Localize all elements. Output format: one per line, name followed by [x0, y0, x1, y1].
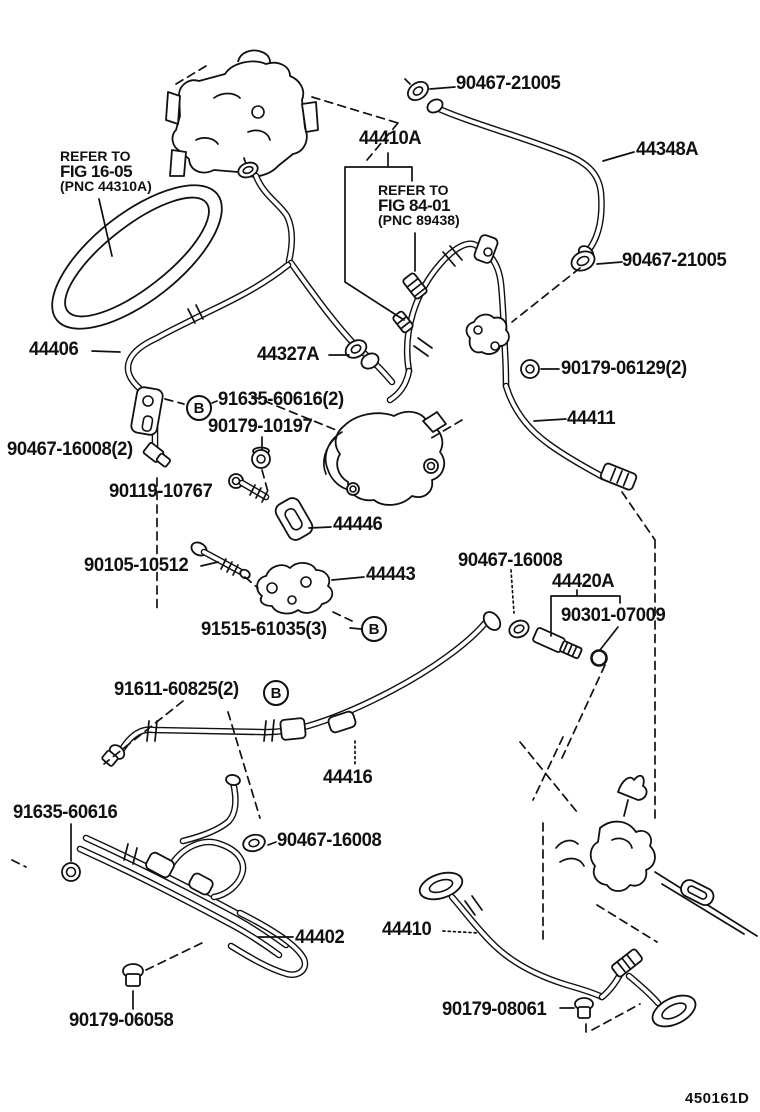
- engine-outlet-hose-drawing: [256, 176, 292, 261]
- callout-91635-60616: 91635-60616: [13, 802, 118, 823]
- bracket-44443-drawing: [257, 563, 332, 614]
- nut-90179-06058-drawing: [123, 964, 143, 986]
- callout-44410A: 44410A: [359, 128, 422, 149]
- callout-91515-61035-x3: 91515-61035(3): [201, 619, 327, 640]
- callout-90467-16008-low: 90467-16008: [277, 830, 382, 851]
- callout-90179-06058: 90179-06058: [69, 1010, 174, 1031]
- callout-44416: 44416: [323, 767, 373, 788]
- clamp-90467-16008-low-drawing: [241, 832, 266, 853]
- callout-44443: 44443: [366, 564, 416, 585]
- pump-44320-drawing: [324, 412, 446, 505]
- callout-90467-21005-right: 90467-21005: [622, 250, 727, 271]
- ref-note-fig-16-05: [60, 149, 152, 194]
- bolt-90105-10512-drawing: [189, 540, 251, 580]
- hose-44348A-drawing: [425, 97, 601, 263]
- callout-90467-21005-top: 90467-21005: [456, 73, 561, 94]
- ref-line: FIG 84-01: [378, 196, 451, 215]
- callout-44410: 44410: [382, 919, 432, 940]
- callout-90179-10197: 90179-10197: [208, 416, 313, 437]
- steering-rack-drawing: [556, 776, 757, 936]
- callout-44327A: 44327A: [257, 344, 320, 365]
- marker-b-circle-2: B: [361, 616, 387, 642]
- ref-line: (PNC 89438): [378, 212, 460, 228]
- figure-code: 450161D: [685, 1090, 750, 1107]
- marker-b-circle-1: B: [186, 395, 212, 421]
- callout-44348A: 44348A: [636, 139, 699, 160]
- callout-44420A: 44420A: [552, 571, 615, 592]
- tube-44410A-drawing: [390, 234, 509, 400]
- ref-line: REFER TO: [60, 148, 131, 164]
- callout-90467-16008-mid: 90467-16008: [458, 550, 563, 571]
- clamp-90467-21005-top-drawing: [404, 78, 431, 104]
- nut-91635-60616-drawing: [62, 863, 80, 881]
- callout-90179-06129-x2: 90179-06129(2): [561, 358, 687, 379]
- oring-90301-07009-drawing: [592, 651, 607, 666]
- ref-note-fig-84-01: [378, 183, 460, 228]
- callout-90301-07009: 90301-07009: [561, 605, 666, 626]
- callout-90119-10767: 90119-10767: [109, 481, 213, 502]
- callout-90179-08061: 90179-08061: [442, 999, 547, 1020]
- nut-90179-10197-drawing: [252, 448, 270, 469]
- ref-line: FIG 16-05: [60, 162, 133, 181]
- stay-44446-drawing: [273, 495, 316, 543]
- nut-90179-06129-drawing: [521, 360, 539, 378]
- callout-90105-10512: 90105-10512: [84, 555, 189, 576]
- bolt-90119-10767-drawing: [229, 474, 267, 502]
- callout-44411: 44411: [567, 408, 616, 429]
- clamp-90467-16008-mid-drawing: [507, 618, 532, 641]
- callout-44406: 44406: [29, 339, 79, 360]
- ref-line: REFER TO: [378, 182, 449, 198]
- engine-assembly-drawing: [166, 50, 318, 180]
- marker-b-circle-3: B: [263, 680, 289, 706]
- callout-90467-16008-x2: 90467-16008(2): [7, 439, 133, 460]
- nut-90179-08061-drawing: [575, 998, 593, 1018]
- callout-91635-60616-x2: 91635-60616(2): [218, 389, 344, 410]
- callout-44402: 44402: [295, 927, 345, 948]
- ref-line: (PNC 44310A): [60, 178, 152, 194]
- hose-44411-drawing: [506, 386, 638, 491]
- sensor-fitting-drawing: [402, 272, 428, 300]
- callout-44446: 44446: [333, 514, 383, 535]
- union-44420A-drawing: [532, 627, 583, 661]
- callout-91611-60825-x2: 91611-60825(2): [114, 679, 239, 700]
